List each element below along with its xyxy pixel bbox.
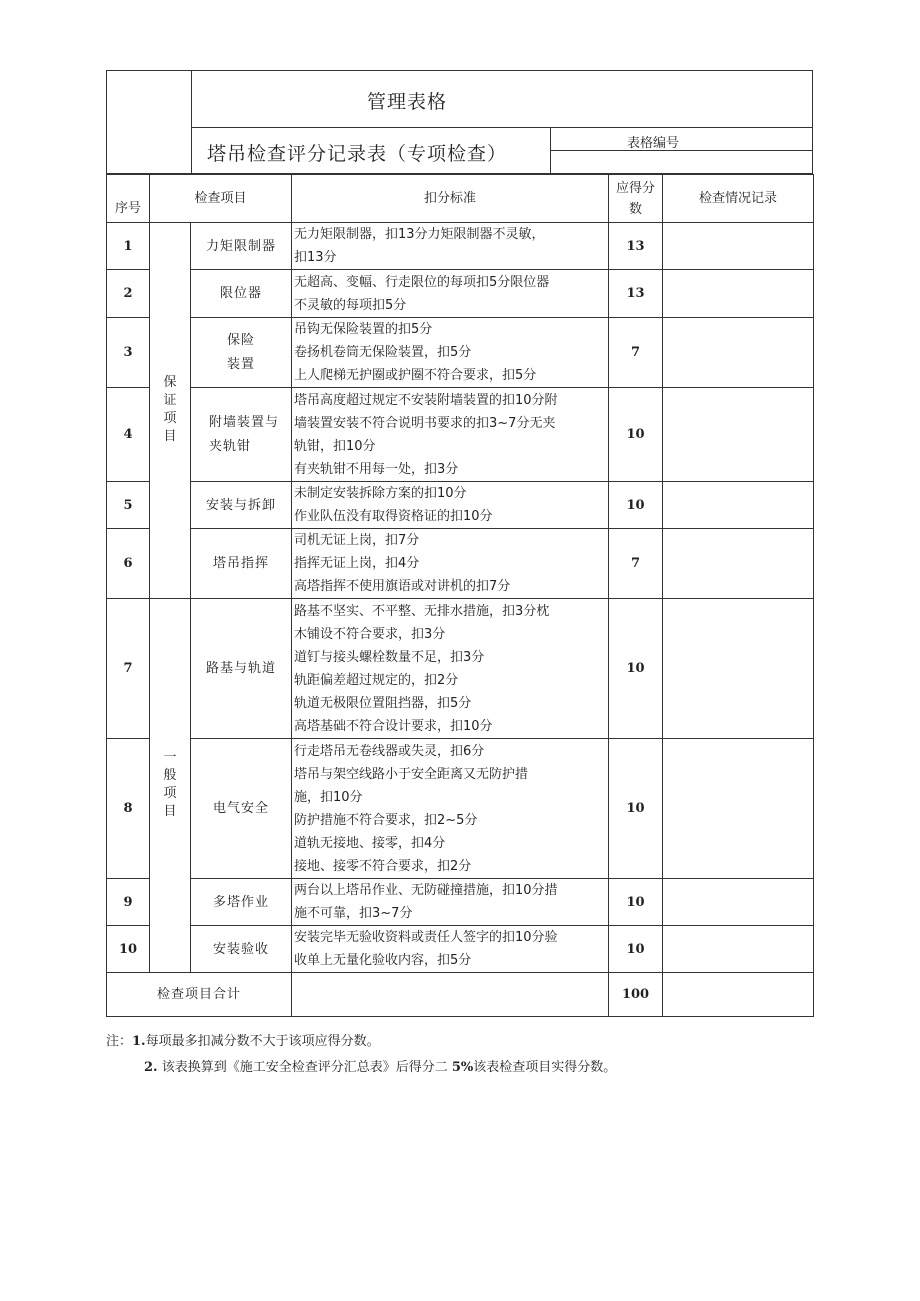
note-1-text: 每项最多扣减分数不大于该项应得分数。 [145,1034,380,1049]
row-number: 1 [107,223,150,270]
table-header-row [107,175,814,223]
deduction-standard: 司机无证上岗，扣7分 指挥无证上岗，扣4分 高塔指挥不使用旗语或对讲机的扣7分 [292,529,609,599]
total-standard-cell [292,973,609,1017]
table-row [107,739,814,879]
record-cell[interactable] [663,270,814,318]
score: 7 [609,529,663,599]
total-row [107,973,814,1017]
row-number: 5 [107,482,150,529]
category-guarantee [150,223,191,599]
form-number-label: 表格编号 [627,136,680,151]
record-cell[interactable] [663,599,814,739]
deduction-standard: 塔吊高度超过规定不安装附墙装置的扣10分附 墙装置安装不符合说明书要求的扣3~7分无夹 轨钳，扣10分 有夹轨钳不用每一处，扣3分 [292,388,609,482]
table-row [107,318,814,388]
table-row [107,482,814,529]
table-row [107,926,814,973]
form-title: 塔吊检查评分记录表（专项检查） [207,143,508,165]
record-cell[interactable] [663,739,814,879]
category-general [150,599,191,973]
divider [191,71,192,175]
row-number: 10 [107,926,150,973]
record-cell[interactable] [663,529,814,599]
col-header-no: 序号 [107,175,150,223]
deduction-standard: 无力矩限制器，扣13分力矩限制器不灵敏， 扣13分 [292,223,609,270]
record-cell[interactable] [663,388,814,482]
table-row [107,388,814,482]
score: 13 [609,270,663,318]
table-row [107,270,814,318]
total-record-cell[interactable] [663,973,814,1017]
check-item: 安装验收 [191,926,292,973]
row-number: 7 [107,599,150,739]
deduction-standard: 未制定安装拆除方案的扣10分 作业队伍没有取得资格证的扣10分 [292,482,609,529]
row-number: 3 [107,318,150,388]
check-item: 安装与拆卸 [191,482,292,529]
row-number: 6 [107,529,150,599]
divider [550,150,812,151]
score: 13 [609,223,663,270]
col-header-standard: 扣分标准 [292,175,609,223]
col-header-record: 检查情况记录 [663,175,814,223]
note-1-number: 1. [132,1034,146,1049]
check-item: 塔吊指挥 [191,529,292,599]
category-label: 保证项目 [163,374,177,444]
col-header-item: 检查项目 [150,175,292,223]
record-cell[interactable] [663,223,814,270]
check-item: 保险 装置 [191,318,292,388]
table-row [107,223,814,270]
deduction-standard: 两台以上塔吊作业、无防碰撞措施，扣10分措 施不可靠，扣3~7分 [292,879,609,926]
divider [550,127,551,175]
check-item: 限位器 [191,270,292,318]
inspection-table [106,174,814,1017]
score: 10 [609,388,663,482]
record-cell[interactable] [663,482,814,529]
col-header-score [609,175,663,223]
divider [191,127,812,128]
note-prefix: 注： [106,1034,133,1049]
score: 10 [609,879,663,926]
score: 10 [609,482,663,529]
record-cell[interactable] [663,926,814,973]
management-title: 管理表格 [367,91,448,113]
row-number: 2 [107,270,150,318]
score: 10 [609,739,663,879]
col-header-score-text: 应得分数 [616,180,656,217]
check-item: 附墙装置与 夹轨钳 [191,388,292,482]
deduction-standard: 行走塔吊无卷线器或失灵，扣6分 塔吊与架空线路小于安全距离又无防护措 施，扣10分 防护措施不符合要求，扣2~5分 道轨无接地、接零，扣4分 接地、接零不符合要求，扣2分 [292,739,609,879]
score: 10 [609,926,663,973]
check-item: 电气安全 [191,739,292,879]
table-row [107,599,814,739]
note-2-text: 该表换算到《施工安全检查评分汇总表》后得分二 [161,1060,448,1075]
record-cell[interactable] [663,318,814,388]
form-header [106,70,813,174]
row-number: 9 [107,879,150,926]
deduction-standard: 吊钩无保险装置的扣5分 卷扬机卷筒无保险装置，扣5分 上人爬梯无护圈或护圈不符合要求，扣5分 [292,318,609,388]
check-item: 多塔作业 [191,879,292,926]
check-item: 路基与轨道 [191,599,292,739]
total-label: 检查项目合计 [107,973,292,1017]
note-2 [144,1056,616,1075]
row-number: 4 [107,388,150,482]
check-item: 力矩限制器 [191,223,292,270]
table-row [107,529,814,599]
table-row [107,879,814,926]
deduction-standard: 安装完毕无验收资料或责任人签字的扣10分验 收单上无量化验收内容，扣5分 [292,926,609,973]
record-cell[interactable] [663,879,814,926]
deduction-standard: 路基不坚实、不平整、无排水措施，扣3分枕 木铺设不符合要求，扣3分 道钉与接头螺栓数量不足，扣3分 轨距偏差超过规定的，扣2分 轨道无极限位置阻挡器，扣5分 高塔基础不符合设计要求，扣10分 [292,599,609,739]
deduction-standard: 无超高、变幅、行走限位的每项扣5分限位器 不灵敏的每项扣5分 [292,270,609,318]
note-2-percent: 5% [451,1060,474,1075]
note-2-tail: 该表检查项目实得分数。 [473,1060,617,1075]
category-label: 一般项目 [163,749,177,819]
note-1 [106,1030,380,1049]
score: 10 [609,599,663,739]
total-score: 100 [609,973,663,1017]
note-2-number: 2. [144,1060,158,1075]
score: 7 [609,318,663,388]
row-number: 8 [107,739,150,879]
